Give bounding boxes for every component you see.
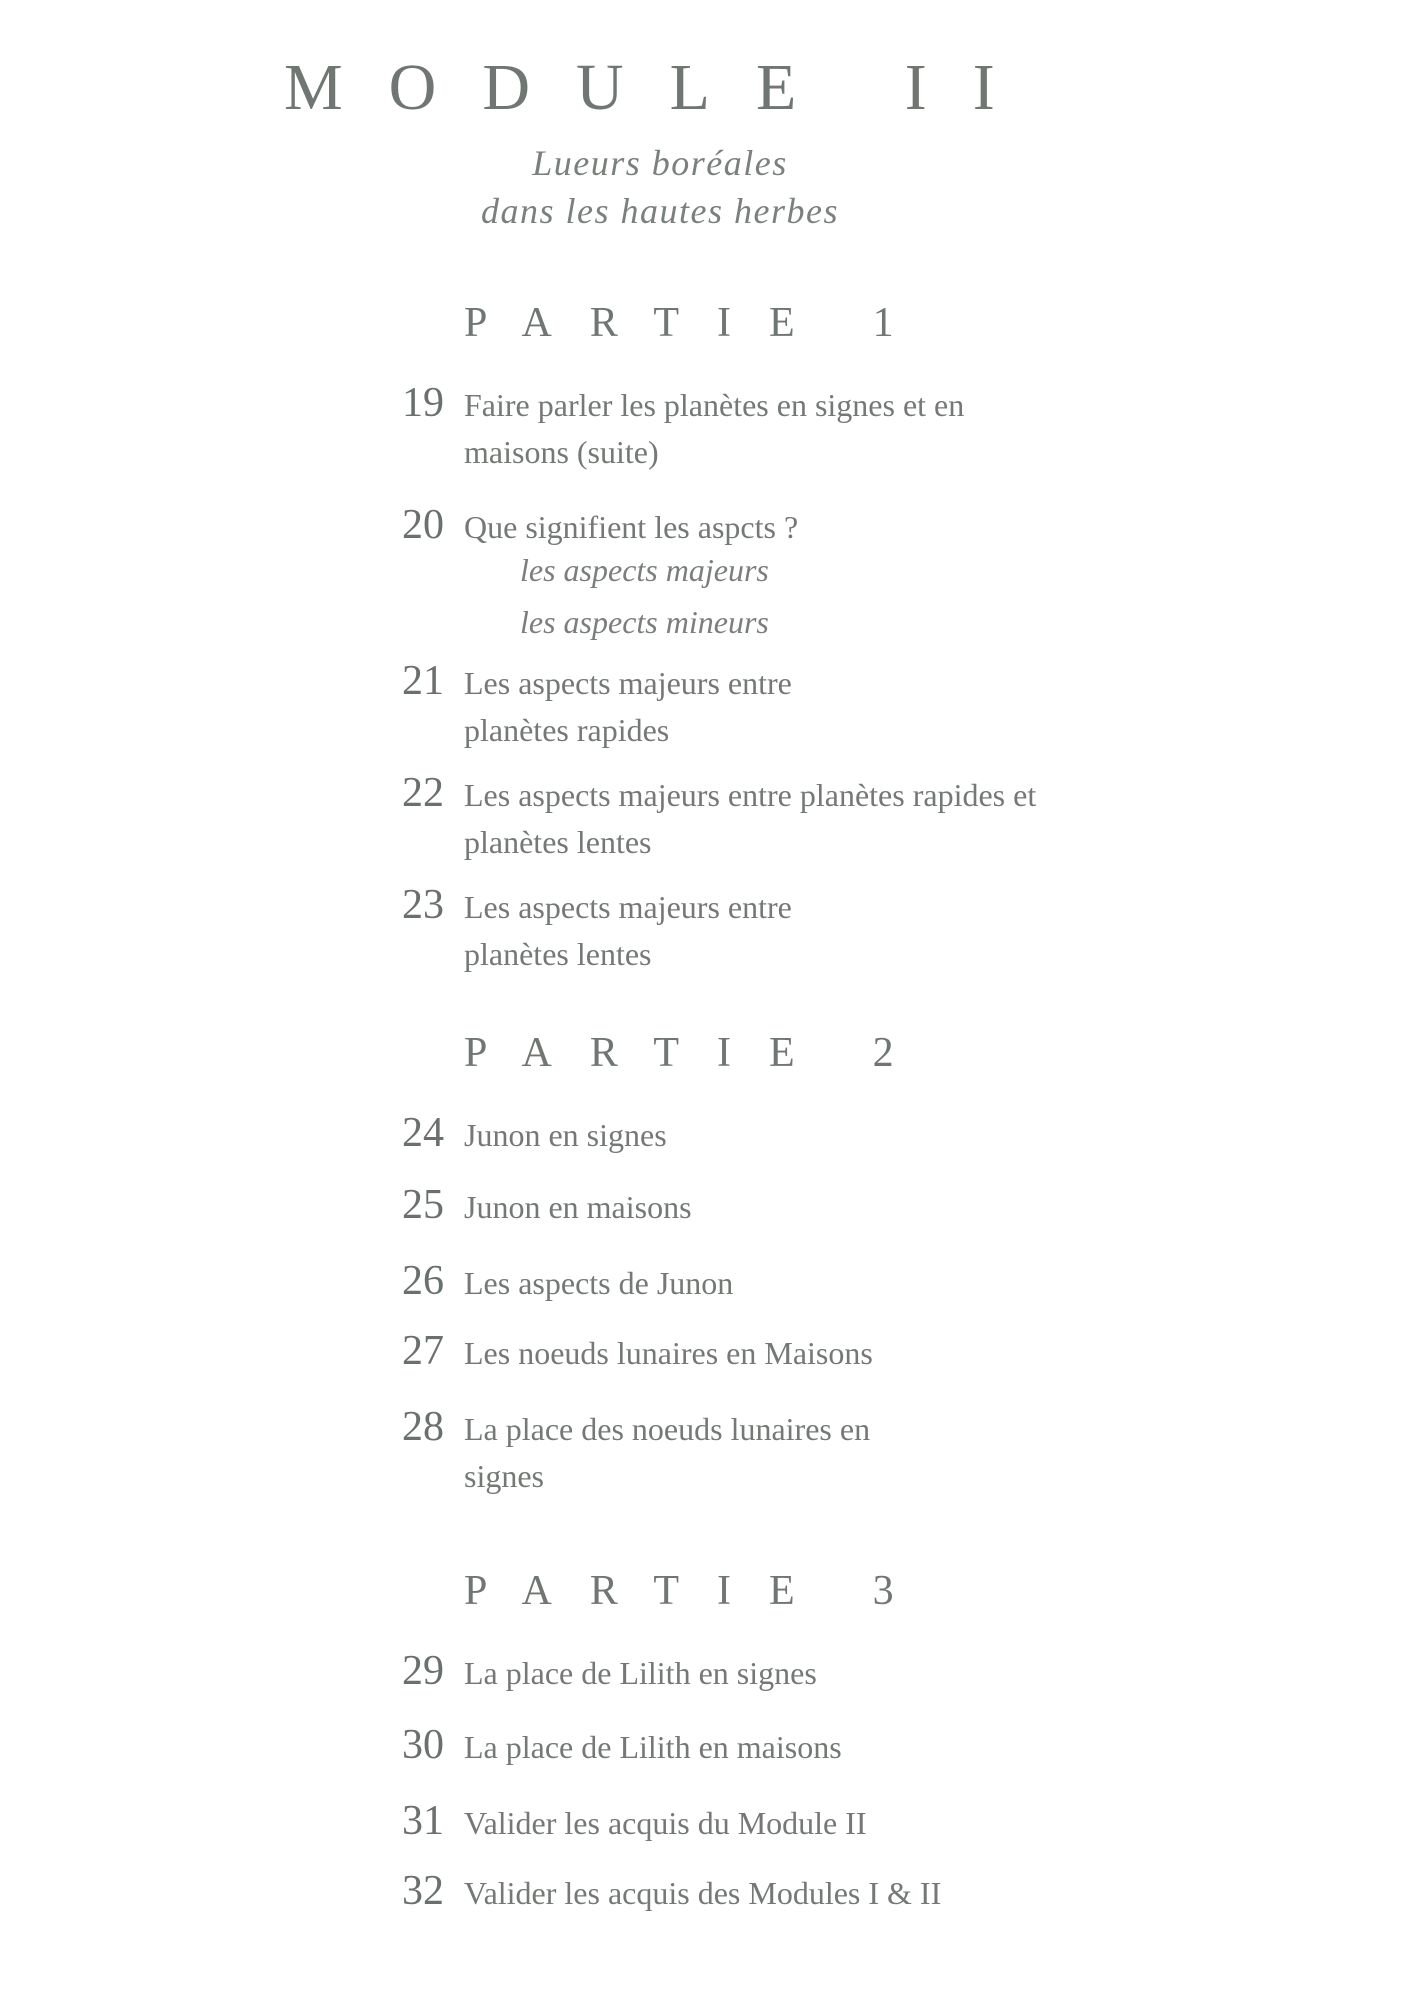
module-title: MODULE II: [284, 51, 1041, 124]
chapter-title: Les aspects majeurs entre planètes rapides et planètes lentes: [464, 777, 1037, 860]
toc-subitem[interactable]: les aspects majeurs: [520, 552, 769, 588]
chapter-title: Les aspects de Junon: [464, 1265, 734, 1301]
chapter-number: 30: [402, 1722, 444, 1768]
chapter-number: 19: [402, 380, 444, 426]
chapter-title: La place des noeuds lunaires en signes: [464, 1411, 871, 1494]
part-1-number: 1: [872, 300, 894, 346]
chapter-title: Que signifient les aspcts ?: [464, 509, 799, 545]
chapter-number: 28: [402, 1404, 444, 1450]
chapter-number: 26: [402, 1258, 444, 1304]
chapter-title: Valider les acquis du Module II: [464, 1805, 867, 1841]
chapter-title: La place de Lilith en maisons: [464, 1729, 842, 1765]
chapter-title: Junon en maisons: [464, 1189, 692, 1225]
chapter-number: 20: [402, 502, 444, 548]
chapter-number: 27: [402, 1328, 444, 1374]
module-subtitle-line2: dans les hautes herbes: [481, 191, 839, 231]
chapter-title: Valider les acquis des Modules I & II: [464, 1875, 942, 1911]
chapter-title: La place de Lilith en signes: [464, 1655, 817, 1691]
part-1-heading: [464, 298, 894, 348]
chapter-title: Les aspects majeurs entre planètes lentes: [464, 889, 792, 972]
part-3-heading: [464, 1566, 894, 1616]
chapter-title: Les noeuds lunaires en Maisons: [464, 1335, 873, 1371]
chapter-title: Faire parler les planètes en signes et en maisons (suite): [464, 387, 965, 470]
chapter-title: Junon en signes: [464, 1117, 667, 1153]
chapter-number: 24: [402, 1110, 444, 1156]
chapter-number: 21: [402, 658, 444, 704]
chapter-number: 22: [402, 770, 444, 816]
chapter-number: 25: [402, 1182, 444, 1228]
part-3-word: PARTIE: [464, 1568, 833, 1614]
toc-subitem[interactable]: les aspects mineurs: [520, 604, 769, 640]
part-1-word: PARTIE: [464, 300, 833, 346]
chapter-number: 31: [402, 1798, 444, 1844]
chapter-number: 32: [402, 1868, 444, 1914]
part-2-heading: [464, 1028, 894, 1078]
chapter-number: 29: [402, 1648, 444, 1694]
part-3-number: 3: [872, 1568, 894, 1614]
chapter-number: 23: [402, 882, 444, 928]
part-2-word: PARTIE: [464, 1030, 833, 1076]
part-2-number: 2: [872, 1030, 894, 1076]
chapter-title: Les aspects majeurs entre planètes rapides: [464, 665, 792, 748]
module-subtitle-line1: Lueurs boréales: [532, 143, 788, 183]
